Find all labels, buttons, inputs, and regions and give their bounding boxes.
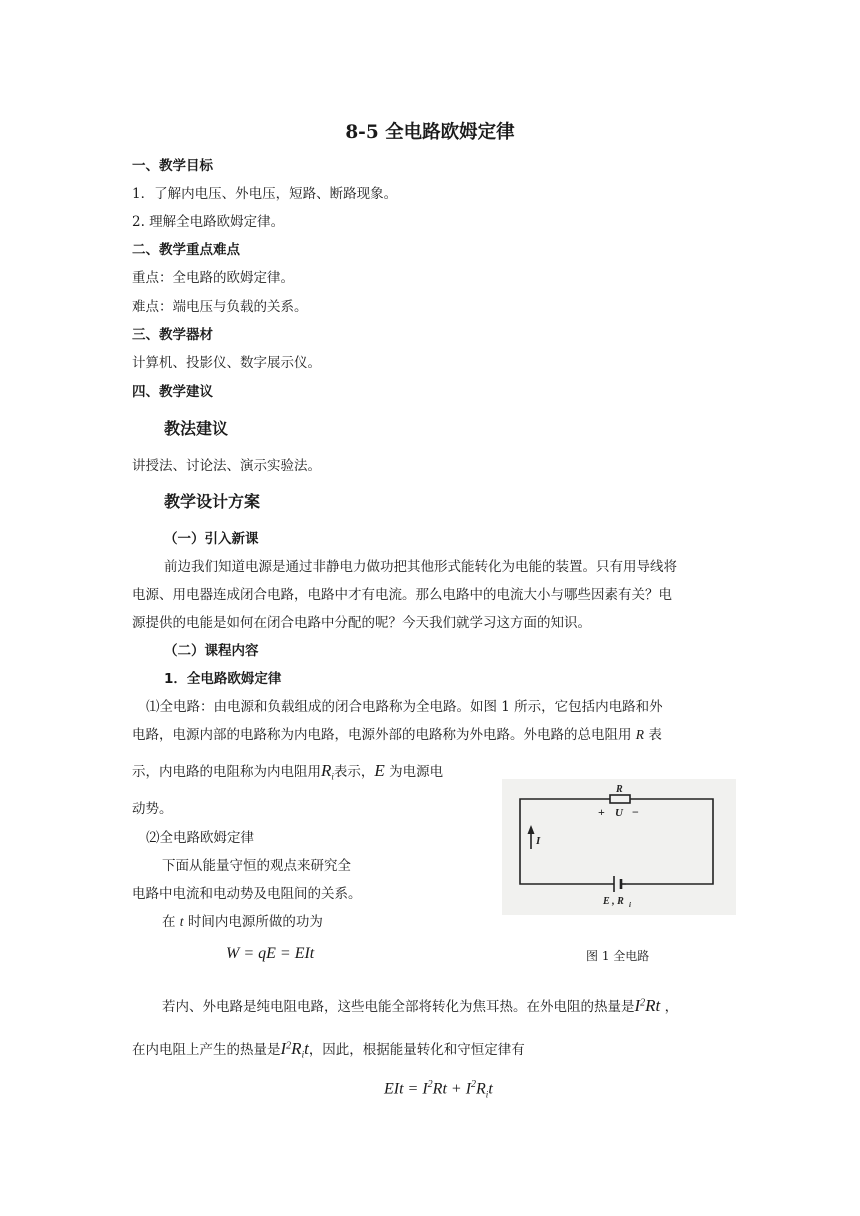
subsection-heading-ohm: 1．全电路欧姆定律 <box>164 671 282 687</box>
para2-line-3: 在 t 时间内电源所做的功为 <box>162 914 323 930</box>
circuit-diagram-svg <box>502 779 736 915</box>
label-e-r-sub: i <box>629 901 631 909</box>
para2-heading: ⑵全电路欧姆定律 <box>146 830 254 846</box>
circuit-wire-right <box>626 799 713 884</box>
para2-line-2: 电路中电流和电动势及电阻间的关系。 <box>132 886 362 902</box>
para1-line-4: 动势。 <box>132 801 173 817</box>
label-u: U <box>615 807 623 819</box>
section-heading-suggestions: 四、教学建议 <box>132 384 213 400</box>
label-r: R <box>616 784 623 795</box>
current-arrowhead-icon <box>528 825 535 834</box>
para3-line-2: 在内电阻上产生的热量是$I^2R_it$，因此，根据能量转化和守恒定律有 <box>132 1039 525 1060</box>
label-plus: + <box>598 805 605 819</box>
label-i: I <box>536 835 541 847</box>
page-title: 8-5 全电路欧姆定律 <box>345 122 515 143</box>
section-heading-key-points: 二、教学重点难点 <box>132 242 240 258</box>
part-heading-content: （二）课程内容 <box>164 643 259 659</box>
para1-line-1: ⑴全电路：由电源和负载组成的闭合电路称为全电路。如图 1 所示，它包括内电路和外 <box>146 699 663 715</box>
figure-caption: 图 1 全电路 <box>586 949 650 963</box>
para2-line-1: 下面从能量守恒的观点来研究全 <box>162 858 351 874</box>
intro-line-1: 前边我们知道电源是通过非静电力做功把其他形式能转化为电能的装置。只有用导线将 <box>164 559 677 575</box>
key-point: 重点：全电路的欧姆定律。 <box>132 270 294 286</box>
resistor-icon <box>610 795 630 803</box>
teaching-method-heading: 教法建议 <box>164 419 229 438</box>
para1-line-3: 示，内电路的电阻称为内电阻用$R_i$表示，E 为电源电 <box>132 761 444 782</box>
para1-line-2: 电路，电源内部的电路称为内电路，电源外部的电路称为外电路。外电路的总电阻用 R 表 <box>132 727 662 743</box>
circuit-diagram <box>502 779 736 915</box>
goal-item-2: 2. 理解全电路欧姆定律。 <box>132 214 285 230</box>
difficult-point: 难点：端电压与负载的关系。 <box>132 299 308 315</box>
part-heading-intro: （一）引入新课 <box>164 531 259 547</box>
intro-line-2: 电源、用电器连成闭合电路，电路中才有电流。那么电路中的电流大小与哪些因素有关？电 <box>132 587 672 603</box>
equation-energy: EIt = $I^2Rt + I^2R_it$ <box>384 1079 493 1100</box>
label-minus: − <box>632 805 639 819</box>
design-heading: 教学设计方案 <box>164 492 261 511</box>
equation-work: W = qE = EIt <box>226 945 315 962</box>
intro-line-3: 源提供的电能是如何在闭合电路中分配的呢？今天我们就学习这方面的知识。 <box>132 615 591 631</box>
section-heading-goals: 一、教学目标 <box>132 158 213 174</box>
equipment-text: 计算机、投影仪、数字展示仪。 <box>132 355 321 371</box>
para3-line-1: 若内、外电路是纯电阻电路，这些电能全部将转化为焦耳热。在外电阻的热量是$I^2Rt$ ， <box>162 996 679 1015</box>
goal-item-1: 1．了解内电压、外电压，短路、断路现象。 <box>132 186 398 202</box>
teaching-method-text: 讲授法、讨论法、演示实验法。 <box>132 458 321 474</box>
section-heading-equipment: 三、教学器材 <box>132 327 213 343</box>
label-e-r: E , R <box>603 896 624 907</box>
